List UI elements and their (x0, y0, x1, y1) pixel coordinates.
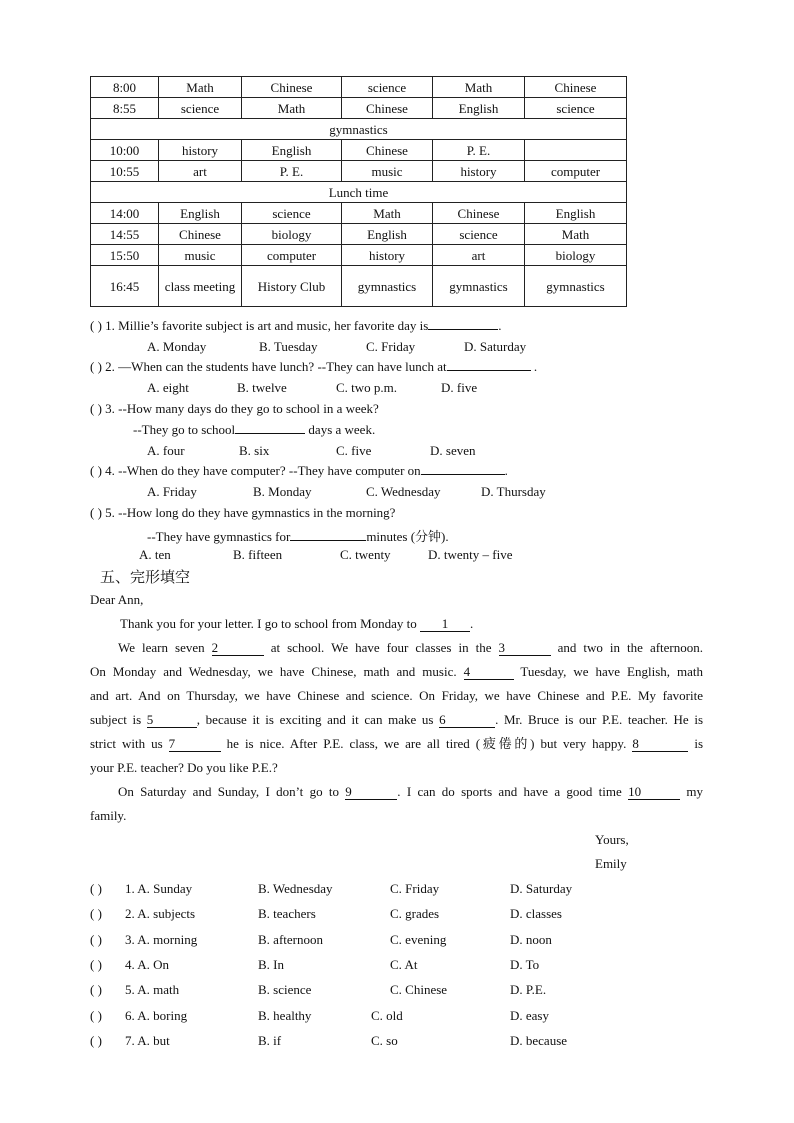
question-3 (90, 401, 379, 417)
question-5 (90, 505, 395, 521)
timetable-time-cell: 8:55 (91, 98, 159, 119)
timetable-cell: biology (525, 245, 627, 266)
timetable-row (91, 224, 627, 245)
timetable-cell: science (433, 224, 525, 245)
question-text: 1. Millie’s favorite subject is art and music, her favorite day is (105, 318, 429, 333)
q4-option-a[interactable]: A. Friday (147, 484, 197, 499)
timetable-row (91, 266, 627, 307)
timetable-cell: Chinese (433, 203, 525, 224)
letter-salutation: Dear Ann, (90, 592, 144, 607)
q5-option-a[interactable]: A. ten (139, 547, 171, 562)
timetable-time-cell: 8:00 (91, 77, 159, 98)
timetable-cell: class meeting (159, 266, 242, 307)
answer-blank[interactable] (421, 474, 505, 475)
question-1: ( ) 1. Millie’s favorite subject is art and music, her favorite day is . (90, 318, 502, 333)
timetable-cell: English (159, 203, 242, 224)
q1-option-d[interactable]: D. Saturday (464, 339, 527, 354)
cloze-q1-option-a[interactable]: 1. A. Sunday (125, 881, 193, 896)
timetable-cell: gymnastics (433, 266, 525, 307)
q4-option-c[interactable]: C. Wednesday (366, 484, 441, 499)
question-2: ( ) 2. —When can the students have lunch? --They can have lunch at . (90, 359, 538, 374)
timetable-cell: history (159, 140, 242, 161)
timetable-cell: English (525, 203, 627, 224)
cloze-q3-option-b[interactable]: B. afternoon (258, 931, 323, 947)
q3-option-a[interactable]: A. four (147, 443, 185, 458)
cloze-q4-option-b[interactable]: B. In (258, 956, 284, 972)
cloze-blank-4[interactable]: 4 (464, 665, 514, 680)
timetable-cell: Chinese (342, 140, 433, 161)
cloze-q3-option-c[interactable]: C. evening (390, 931, 447, 947)
timetable-cell: science (159, 98, 242, 119)
timetable-cell: science (242, 203, 342, 224)
timetable-row (91, 98, 627, 119)
cloze-q4-answer-paren[interactable]: ( ) (90, 956, 102, 972)
timetable-row (91, 245, 627, 266)
cloze-q7-option-a[interactable]: 7. A. but (125, 1032, 170, 1048)
q5-option-d[interactable]: D. twenty – five (428, 547, 513, 562)
cloze-q5-answer-paren[interactable]: ( ) (90, 982, 102, 998)
q2-option-a[interactable]: A. eight (147, 380, 189, 395)
answer-paren: ( ) (90, 359, 102, 374)
timetable (90, 76, 627, 307)
question-5-line2: --They have gymnastics for minutes (分钟). (147, 529, 449, 544)
letter-line-9: family. (90, 808, 127, 823)
cloze-q2-answer-paren[interactable]: ( ) (90, 906, 102, 922)
answer-paren: ( ) (90, 401, 102, 416)
q3-option-d[interactable]: D. seven (430, 443, 476, 458)
timetable-cell: computer (242, 245, 342, 266)
timetable-cell: biology (242, 224, 342, 245)
cloze-q4-option-a[interactable]: 4. A. On (125, 956, 170, 972)
cloze-q5-option-b[interactable]: B. science (258, 982, 312, 998)
timetable-cell: English (342, 224, 433, 245)
timetable-cell: science (342, 77, 433, 98)
answer-paren: ( ) (90, 505, 102, 520)
cloze-q1-option-b[interactable]: B. Wednesday (258, 881, 333, 896)
q2-option-b[interactable]: B. twelve (237, 380, 287, 395)
timetable-cell: music (342, 161, 433, 182)
cloze-q5-option-c[interactable]: C. Chinese (390, 982, 448, 998)
q3-option-c[interactable]: C. five (336, 443, 372, 458)
cloze-q1-answer-paren[interactable]: ( ) (90, 881, 102, 896)
timetable-cell: Math (342, 203, 433, 224)
cloze-q2-option-d[interactable]: D. classes (510, 906, 562, 922)
timetable-cell: science (525, 98, 627, 119)
timetable-time-cell: 14:55 (91, 224, 159, 245)
timetable-cell: P. E. (433, 140, 525, 161)
question-text: 2. —When can the students have lunch? --They can have lunch at (105, 359, 447, 374)
section-title: 五、完形填空 (100, 568, 191, 586)
cloze-blank-2[interactable]: 2 (212, 641, 264, 656)
timetable-cell: gymnastics (342, 266, 433, 307)
cloze-q3-option-d[interactable]: D. noon (510, 931, 552, 947)
timetable-cell: Math (159, 77, 242, 98)
q2-option-c[interactable]: C. two p.m. (336, 380, 398, 395)
cloze-blank-7[interactable]: 7 (169, 737, 221, 752)
cloze-q5-option-d[interactable]: D. P.E. (510, 982, 547, 998)
timetable-cell: gymnastics (525, 266, 627, 307)
timetable-cell: Math (433, 77, 525, 98)
letter-line-4: and art. And on Thursday, we have Chinese and science. On Friday, we have Chinese and P.E. My favorite (90, 688, 703, 703)
letter-signature: Emily (595, 856, 627, 871)
question-4: ( ) 4. --When do they have computer? --They have computer on . (90, 463, 508, 478)
cloze-q1-option-c[interactable]: C. Friday (390, 881, 440, 896)
timetable-break-cell: gymnastics (91, 119, 627, 140)
cloze-blank-9[interactable]: 9 (345, 785, 397, 800)
letter-line-8: On Saturday and Sunday, I don’t go to 9 . I can do sports and have a good time 10 my (118, 784, 704, 799)
q5-option-b[interactable]: B. fifteen (233, 547, 283, 562)
timetable-cell: history (433, 161, 525, 182)
cloze-blank-8[interactable]: 8 (632, 737, 688, 752)
timetable-cell: Chinese (242, 77, 342, 98)
timetable-cell: Chinese (159, 224, 242, 245)
answer-paren: ( ) (90, 318, 102, 333)
cloze-q7-option-c[interactable]: C. so (371, 1032, 398, 1048)
cloze-q4-option-c[interactable]: C. At (390, 956, 418, 972)
timetable-cell: history (342, 245, 433, 266)
cloze-q1-option-d[interactable]: D. Saturday (510, 881, 573, 896)
letter-line-2: We learn seven 2 at school. We have four classes in the 3 and two in the afternoon. (118, 640, 704, 655)
cloze-q6-answer-paren[interactable]: ( ) (90, 1007, 102, 1023)
cloze-blank-10[interactable]: 10 (628, 785, 680, 800)
timetable-time-cell: 10:00 (91, 140, 159, 161)
timetable-cell: Chinese (525, 77, 627, 98)
timetable-cell: computer (525, 161, 627, 182)
q3-option-b[interactable]: B. six (239, 443, 270, 458)
timetable-time-cell: 15:50 (91, 245, 159, 266)
cloze-q3-option-a[interactable]: 3. A. morning (125, 931, 198, 947)
q1-option-c[interactable]: C. Friday (366, 339, 416, 354)
timetable-cell: art (159, 161, 242, 182)
letter-line-3: On Monday and Wednesday, we have Chinese, math and music. 4 Tuesday, we have English, math (90, 664, 704, 679)
timetable-time-cell: 14:00 (91, 203, 159, 224)
timetable-cell: Math (525, 224, 627, 245)
timetable-row (91, 77, 627, 98)
letter-line-6: strict with us 7 he is nice. After P.E. class, we are all tired (疲倦的) but very happy. 8 is (90, 736, 704, 751)
timetable-cell: P. E. (242, 161, 342, 182)
cloze-q2-option-b[interactable]: B. teachers (258, 906, 316, 922)
timetable-row (91, 161, 627, 182)
q4-option-b[interactable]: B. Monday (253, 484, 312, 499)
answer-blank[interactable] (235, 433, 305, 434)
timetable-cell: music (159, 245, 242, 266)
cloze-q6-option-a[interactable]: 6. A. boring (125, 1007, 188, 1023)
cloze-q7-option-d[interactable]: D. because (510, 1032, 568, 1048)
q1-option-a[interactable]: A. Monday (147, 339, 207, 354)
cloze-blank-3[interactable]: 3 (499, 641, 551, 656)
timetable-break-row (91, 119, 627, 140)
question-3-line2: --They go to school days a week. (133, 422, 376, 437)
letter-line-5: subject is 5 , because it is exciting and it can make us 6 . Mr. Bruce is our P.E. teacher. He is (90, 712, 704, 727)
cloze-q2-option-a[interactable]: 2. A. subjects (125, 906, 196, 922)
question-text: 4. --When do they have computer? --They have computer on (105, 463, 421, 478)
timetable-cell: English (242, 140, 342, 161)
answer-blank[interactable] (447, 370, 531, 371)
answer-blank[interactable] (428, 329, 498, 330)
question-text: 5. --How long do they have gymnastics in the morning? (105, 505, 396, 520)
timetable-cell: art (433, 245, 525, 266)
cloze-q4-option-d[interactable]: D. To (510, 956, 540, 972)
q1-option-b[interactable]: B. Tuesday (259, 339, 318, 354)
timetable-time-cell: 10:55 (91, 161, 159, 182)
timetable-time-cell: 16:45 (91, 266, 159, 307)
cloze-q7-answer-paren[interactable]: ( ) (90, 1032, 102, 1048)
letter-line-7: your P.E. teacher? Do you like P.E.? (90, 760, 278, 775)
cloze-q6-option-c[interactable]: C. old (371, 1007, 403, 1023)
letter-closing: Yours, (595, 832, 629, 847)
timetable-cell: Math (242, 98, 342, 119)
timetable-row (91, 140, 627, 161)
cloze-blank-6[interactable]: 6 (439, 713, 495, 728)
cloze-q6-option-b[interactable]: B. healthy (258, 1007, 312, 1023)
cloze-q5-option-a[interactable]: 5. A. math (125, 982, 180, 998)
timetable-cell: English (433, 98, 525, 119)
answer-paren: ( ) (90, 463, 102, 478)
timetable-body (91, 77, 627, 307)
cloze-q2-option-c[interactable]: C. grades (390, 906, 440, 922)
question-text: 3. --How many days do they go to school in a week? (105, 401, 379, 416)
timetable-break-cell: Lunch time (91, 182, 627, 203)
timetable-cell: Chinese (342, 98, 433, 119)
cloze-q7-option-b[interactable]: B. if (258, 1032, 282, 1048)
cloze-blank-5[interactable]: 5 (147, 713, 197, 728)
q2-option-d[interactable]: D. five (441, 380, 478, 395)
timetable-cell (525, 140, 627, 161)
answer-blank[interactable] (290, 540, 366, 541)
timetable-cell: History Club (242, 266, 342, 307)
cloze-q6-option-d[interactable]: D. easy (510, 1007, 549, 1023)
timetable-row (91, 203, 627, 224)
cloze-q3-answer-paren[interactable]: ( ) (90, 931, 102, 947)
timetable-break-row (91, 182, 627, 203)
q5-option-c[interactable]: C. twenty (340, 547, 391, 562)
cloze-blank-1[interactable]: 1 (420, 617, 470, 632)
q4-option-d[interactable]: D. Thursday (481, 484, 546, 499)
letter-line-1: Thank you for your letter. I go to school from Monday to 1 . (120, 616, 474, 631)
